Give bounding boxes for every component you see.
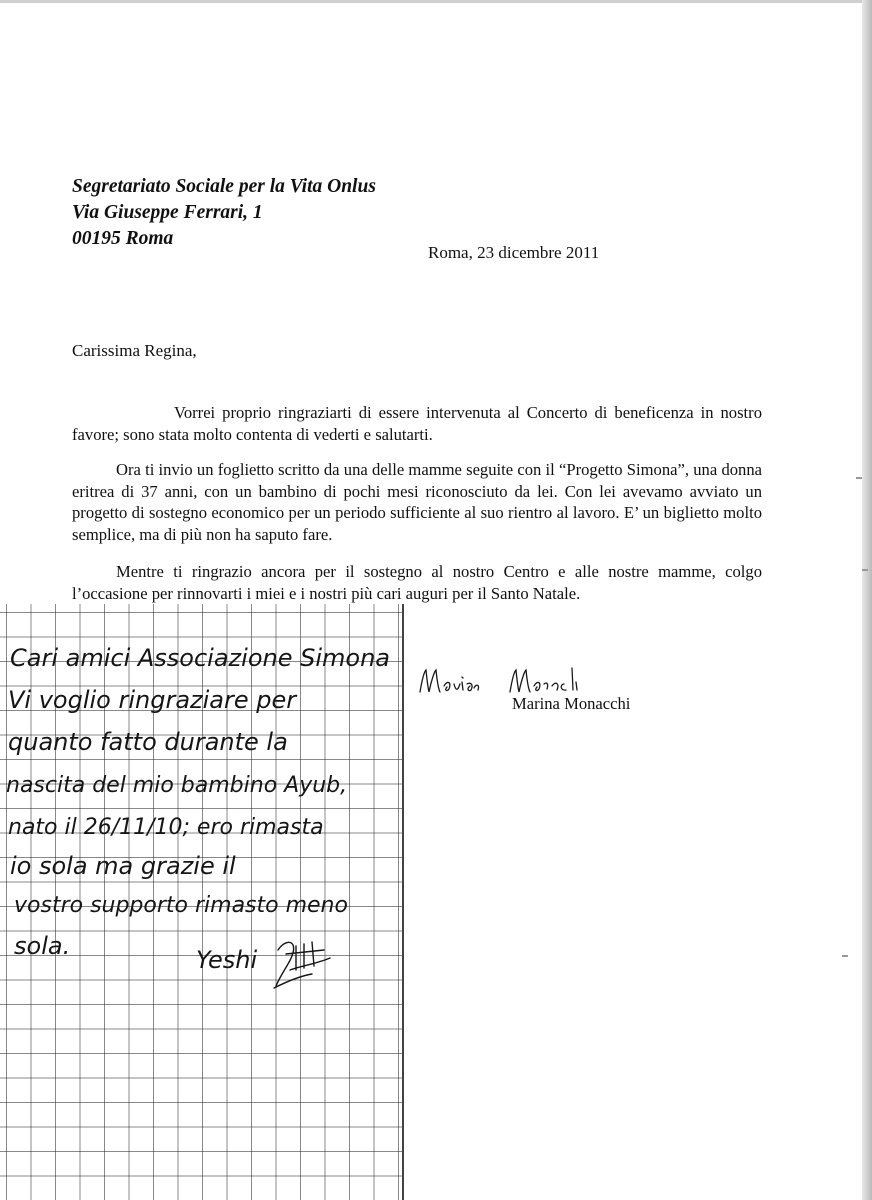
paragraph-greetings: Mentre ti ringrazio ancora per il sostegno al nostro Centro e alle nostre mamme, colgo l’occasione per rinnovarti i miei e i nostri più cari auguri per il Santo Natale.	[72, 562, 762, 603]
note-signoff: Yeshi	[196, 946, 258, 974]
note-line-3: quanto fatto durante la	[8, 728, 288, 756]
handwritten-note	[0, 604, 404, 1200]
sender-address	[72, 174, 376, 252]
note-signature-scribble	[274, 942, 330, 988]
scan-top-edge	[0, 0, 872, 3]
note-line-4: nascita del mio bambino Ayub,	[6, 773, 348, 798]
note-line-1: Cari amici Associazione Simona	[10, 644, 390, 672]
sender-organization: Segretariato Sociale per la Vita Onlus	[72, 176, 376, 197]
paragraph-thanks: Vorrei proprio ringraziarti di essere intervenuta al Concerto di beneficenza in nostro favore; sono stata molto contenta di vederti e salutarti.	[72, 403, 762, 444]
sender-street: Via Giuseppe Ferrari, 1	[72, 202, 263, 223]
handwritten-note-text	[0, 604, 404, 1200]
scan-mark	[862, 569, 868, 571]
note-line-6: io sola ma grazie il	[10, 852, 236, 880]
salutation: Carissima Regina,	[72, 341, 197, 360]
scan-mark	[842, 955, 848, 957]
sender-city: 00195 Roma	[72, 228, 174, 249]
paragraph-note-description: Ora ti invio un foglietto scritto da una delle mamme seguite con il “Progetto Simona”, una donna eritrea di 37 anni, con un bambino di pochi mesi riconosciuto da lei. Con lei avevamo avviato un progetto di sostegno economico per un periodo sufficiente al suo rientro al lavoro. E’ un biglietto molto semplice, ma di più non ha saputo fare.	[72, 460, 762, 544]
letter-date: Roma, 23 dicembre 2011	[428, 243, 600, 262]
note-line-8: sola.	[14, 932, 71, 960]
note-line-5: nato il 26/11/10; ero rimasta	[8, 815, 324, 840]
signatory-name: Marina Monacchi	[512, 694, 631, 713]
note-line-7: vostro supporto rimasto meno	[14, 893, 348, 918]
scan-mark	[856, 477, 862, 479]
scan-right-edge	[862, 0, 872, 1200]
note-line-2: Vi voglio ringraziare per	[8, 686, 297, 714]
